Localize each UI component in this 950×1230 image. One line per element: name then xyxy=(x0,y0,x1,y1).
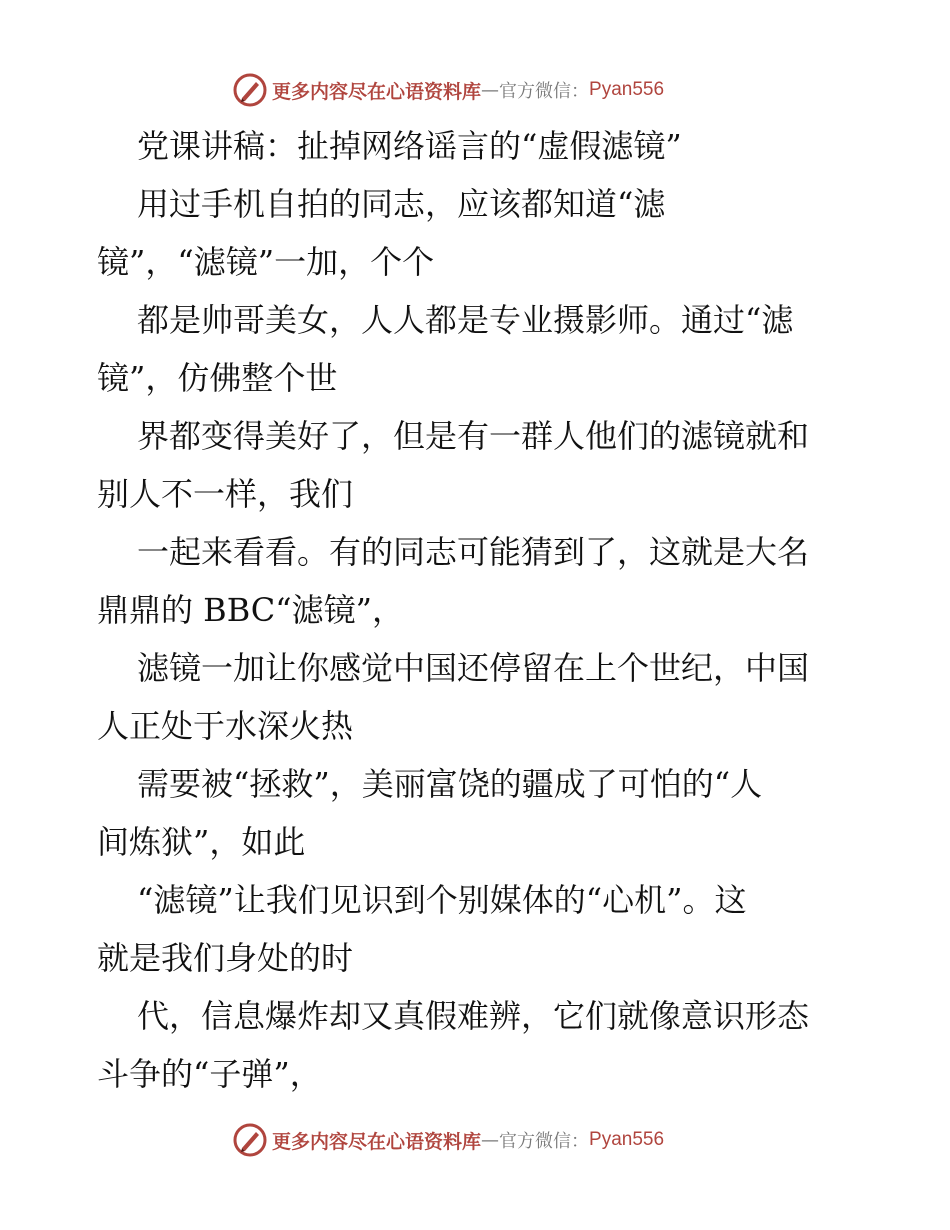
text-line: 镜”，“滤镜”一加，个个 xyxy=(97,243,435,281)
text-line: 别人不一样，我们 xyxy=(97,475,354,513)
header-watermark-banner xyxy=(232,70,664,110)
document-title: 党课讲稿：扯掉网络谣言的“虚假滤镜” xyxy=(137,127,682,165)
banner-separator: — xyxy=(481,79,500,101)
banner-wechat-id: Pyan556 xyxy=(589,79,665,100)
document-body xyxy=(97,117,857,1103)
banner-wechat-label: 官方微信： xyxy=(499,1131,590,1152)
banner-main-text: 更多内容尽在心语资料库 xyxy=(272,1130,482,1153)
text-line: 用过手机自拍的同志，应该都知道“滤 xyxy=(137,185,666,223)
text-line: 都是帅哥美女，人人都是专业摄影师。通过“滤 xyxy=(137,301,794,339)
text-line: 就是我们身处的时 xyxy=(97,939,354,977)
text-line: 滤镜一加让你感觉中国还停留在上个世纪，中国 xyxy=(137,649,810,687)
text-line: “滤镜”让我们见识到个别媒体的“心机”。这 xyxy=(137,881,747,919)
text-line: 界都变得美好了，但是有一群人他们的滤镜就和 xyxy=(137,417,810,455)
text-line: 斗争的“子弹”， xyxy=(97,1055,322,1093)
banner-wechat-id: Pyan556 xyxy=(589,1129,665,1150)
text-line: 代，信息爆炸却又真假难辨，它们就像意识形态 xyxy=(137,997,810,1035)
text-line: 镜”，仿佛整个世 xyxy=(97,359,338,397)
text-line: 鼎鼎的 BBC“滤镜”， xyxy=(97,591,405,629)
text-line: 一起来看看。有的同志可能猜到了，这就是大名 xyxy=(137,533,810,571)
text-line: 间炼狱”，如此 xyxy=(97,823,306,861)
text-line: 人正处于水深火热 xyxy=(97,707,354,745)
banner-wechat-label: 官方微信： xyxy=(499,81,590,102)
pen-seal-logo-icon xyxy=(232,1122,268,1158)
pen-seal-logo-icon xyxy=(232,72,268,108)
banner-separator: — xyxy=(481,1129,500,1151)
footer-watermark-banner xyxy=(232,1120,664,1160)
banner-main-text: 更多内容尽在心语资料库 xyxy=(272,80,482,103)
text-line: 需要被“拯救”，美丽富饶的疆成了可怕的“人 xyxy=(137,765,763,803)
